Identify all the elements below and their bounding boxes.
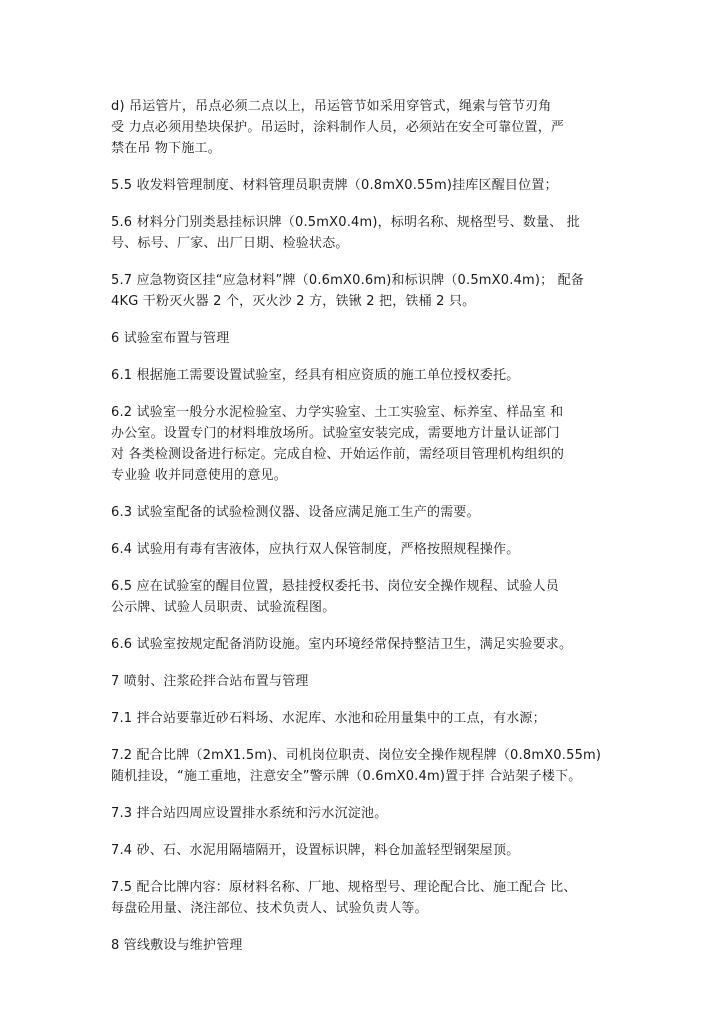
section-heading [111,328,631,349]
text-line: 专业验 收并同意使用的意见。 [111,468,287,483]
paragraph [111,877,631,919]
paragraph [111,365,631,386]
paragraph [111,708,631,729]
text-line: 5.5 收发料管理制度、材料管理员职责牌（0.8mX0.55m)挂库区醒目位置； [111,178,558,193]
text-line: 6.1 根据施工需要设置试验室，经具有相应资质的施工单位授权委托。 [111,368,520,383]
text-line: 受 力点必须用垫块保护。吊运时，涂料制作人员，必须站在安全可靠位置，严 [111,120,565,135]
paragraph [111,803,631,824]
text-line: 5.7 应急物资区挂“应急材料”牌（0.6mX0.6m)和标识牌（0.5mX0.4m)； 配备 [111,273,585,288]
document-body [111,96,631,972]
text-line: d) 吊运管片，吊点必须二点以上，吊运管节如采用穿管式，绳索与管节刃角 [111,99,552,114]
text-line: 6.2 试验室一般分水泥检验室、力学实验室、土工实验室、标养室、样品室 和 [111,405,564,420]
paragraph [111,539,631,560]
text-line: 4KG 干粉灭火器 2 个，灭火沙 2 方，铁锹 2 把，铁桶 2 只。 [111,294,476,309]
text-line: 6.6 试验室按规定配备消防设施。室内环境经常保持整洁卫生，满足实验要求。 [111,637,573,652]
text-line: 号、标号、厂家、出厂日期、检验状态。 [111,236,349,251]
text-line: 随机挂设，“施工重地，注意安全”警示牌（0.6mX0.4m)置于拌 合站架子楼下。 [111,769,582,784]
paragraph [111,502,631,523]
text-line: 6 试验室布置与管理 [111,331,230,346]
text-line: 7.1 拌合站要靠近砂石料场、水泥库、水池和砼用量集中的工点，有水源； [111,711,546,726]
text-line: 7 喷射、注浆砼拌合站布置与管理 [111,674,309,689]
paragraph [111,840,631,861]
text-line: 禁在吊 物下施工。 [111,141,221,156]
paragraph [111,212,631,254]
text-line: 6.3 试验室配备的试验检测仪器、设备应满足施工生产的需要。 [111,505,480,520]
paragraph [111,576,631,618]
text-line: 8 管线敷设与维护管理 [111,938,243,953]
text-line: 每盘砼用量、浇注部位、技术负责人、试验负责人等。 [111,901,428,916]
paragraph [111,745,631,787]
text-line: 公示牌、试验人员职责、试验流程图。 [111,600,336,615]
section-heading [111,671,631,692]
text-line: 5.6 材料分门别类悬挂标识牌（0.5mX0.4m)，标明名称、规格型号、数量、 批 [111,215,580,230]
text-line: 6.4 试验用有毒有害液体，应执行双人保管制度，严格按照规程操作。 [111,542,520,557]
paragraph [111,96,631,159]
text-line: 7.3 拌合站四周应设置排水系统和污水沉淀池。 [111,806,388,821]
text-line: 6.5 应在试验室的醒目位置，悬挂授权委托书、岗位安全操作规程、试验人员 [111,579,560,594]
text-line: 7.4 砂、石、水泥用隔墙隔开，设置标识牌，料仓加盖轻型钢架屋顶。 [111,843,520,858]
paragraph [111,270,631,312]
text-line: 7.5 配合比牌内容：原材料名称、厂地、规格型号、理论配合比、施工配合 比、 [111,880,577,895]
text-line: 对 各类检测设备进行标定。完成自检、开始运作前，需经项目管理机构组织的 [111,447,565,462]
paragraph [111,175,631,196]
paragraph [111,402,631,486]
text-line: 7.2 配合比牌（2mX1.5m)、司机岗位职责、岗位安全操作规程牌（0.8mX0.55m) [111,748,602,763]
paragraph [111,634,631,655]
text-line: 办公室。设置专门的材料堆放场所。试验室安装完成，需要地方计量认证部门 [111,426,560,441]
section-heading [111,935,631,956]
